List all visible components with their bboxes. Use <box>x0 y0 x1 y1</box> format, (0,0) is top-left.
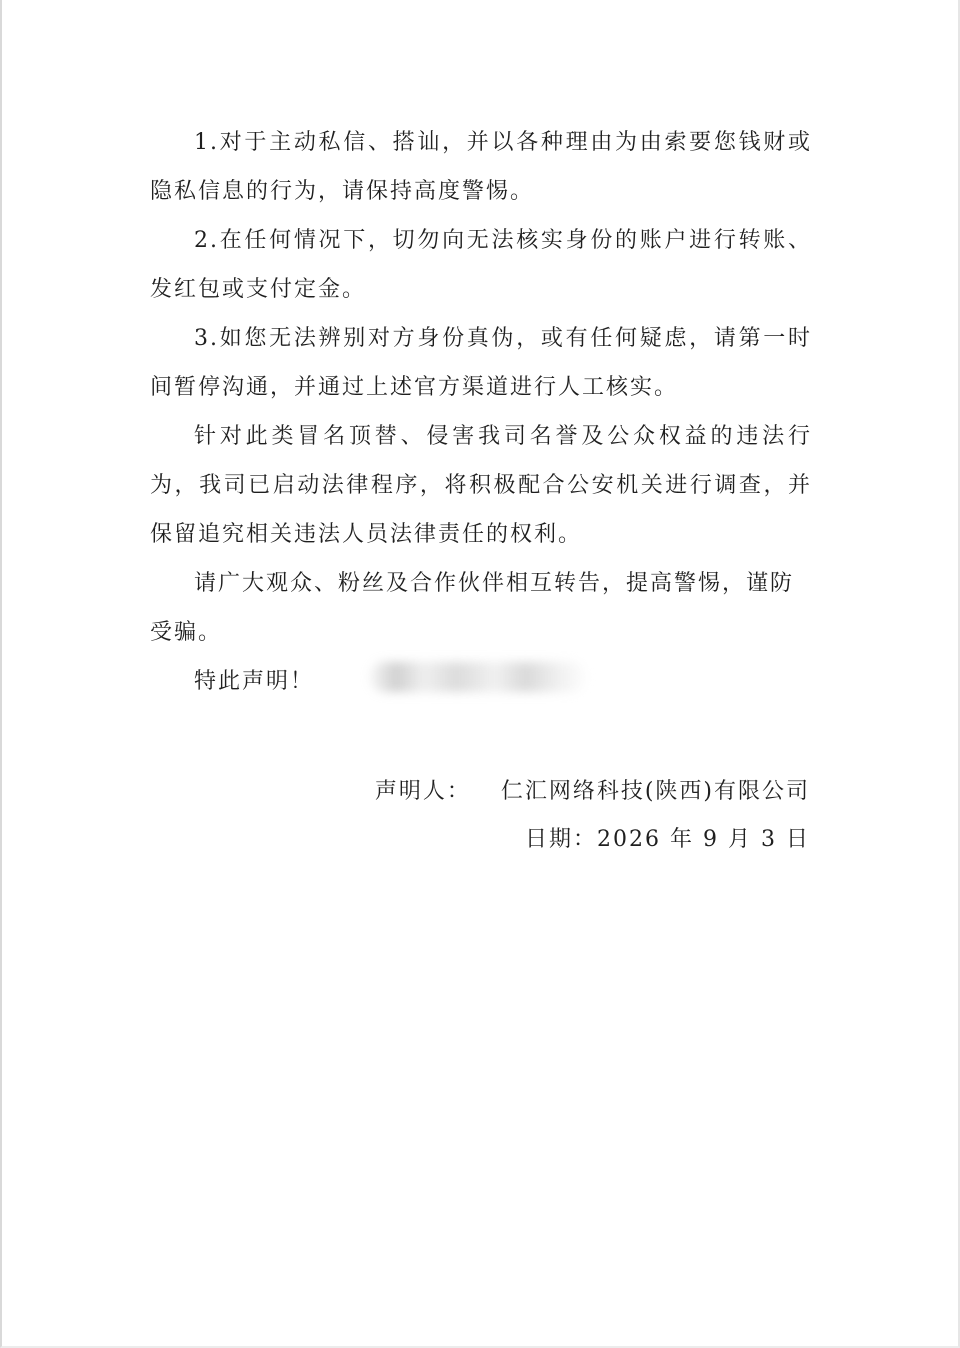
signatory-label: 声明人： <box>374 779 471 804</box>
paragraph-legal-action: 针对此类冒名顶替、侵害我司名誉及公众权益的违法行为，我司已启动法律程序，将积极配合公安机关进行调查，并保留追究相关违法人员法律责任的权利。 <box>150 424 812 547</box>
paragraph-closing: 特此声明！ <box>194 669 315 694</box>
paragraph-item-1: 1.对于主动私信、搭讪，并以各种理由为由索要您钱财或隐私信息的行为，请保持高度警惕。 <box>150 130 812 204</box>
signature-block <box>375 768 810 864</box>
paragraph-item-3: 3.如您无法辨别对方身份真伪，或有任何疑虑，请第一时间暂停沟通，并通过上述官方渠道进行人工核实。 <box>150 326 812 400</box>
paragraph-warning: 请广大观众、粉丝及合作伙伴相互转告，提高警惕，谨防受骗。 <box>150 571 795 645</box>
statement-body <box>150 118 812 706</box>
company-name: 仁汇网络科技(陕西)有限公司 <box>500 779 810 804</box>
statement-date: 日期：2026 年 9 月 3 日 <box>525 827 810 852</box>
signatory-line <box>375 768 810 816</box>
blurred-seal <box>370 662 586 692</box>
paragraph-item-2: 2.在任何情况下，切勿向无法核实身份的账户进行转账、发红包或支付定金。 <box>150 228 812 302</box>
